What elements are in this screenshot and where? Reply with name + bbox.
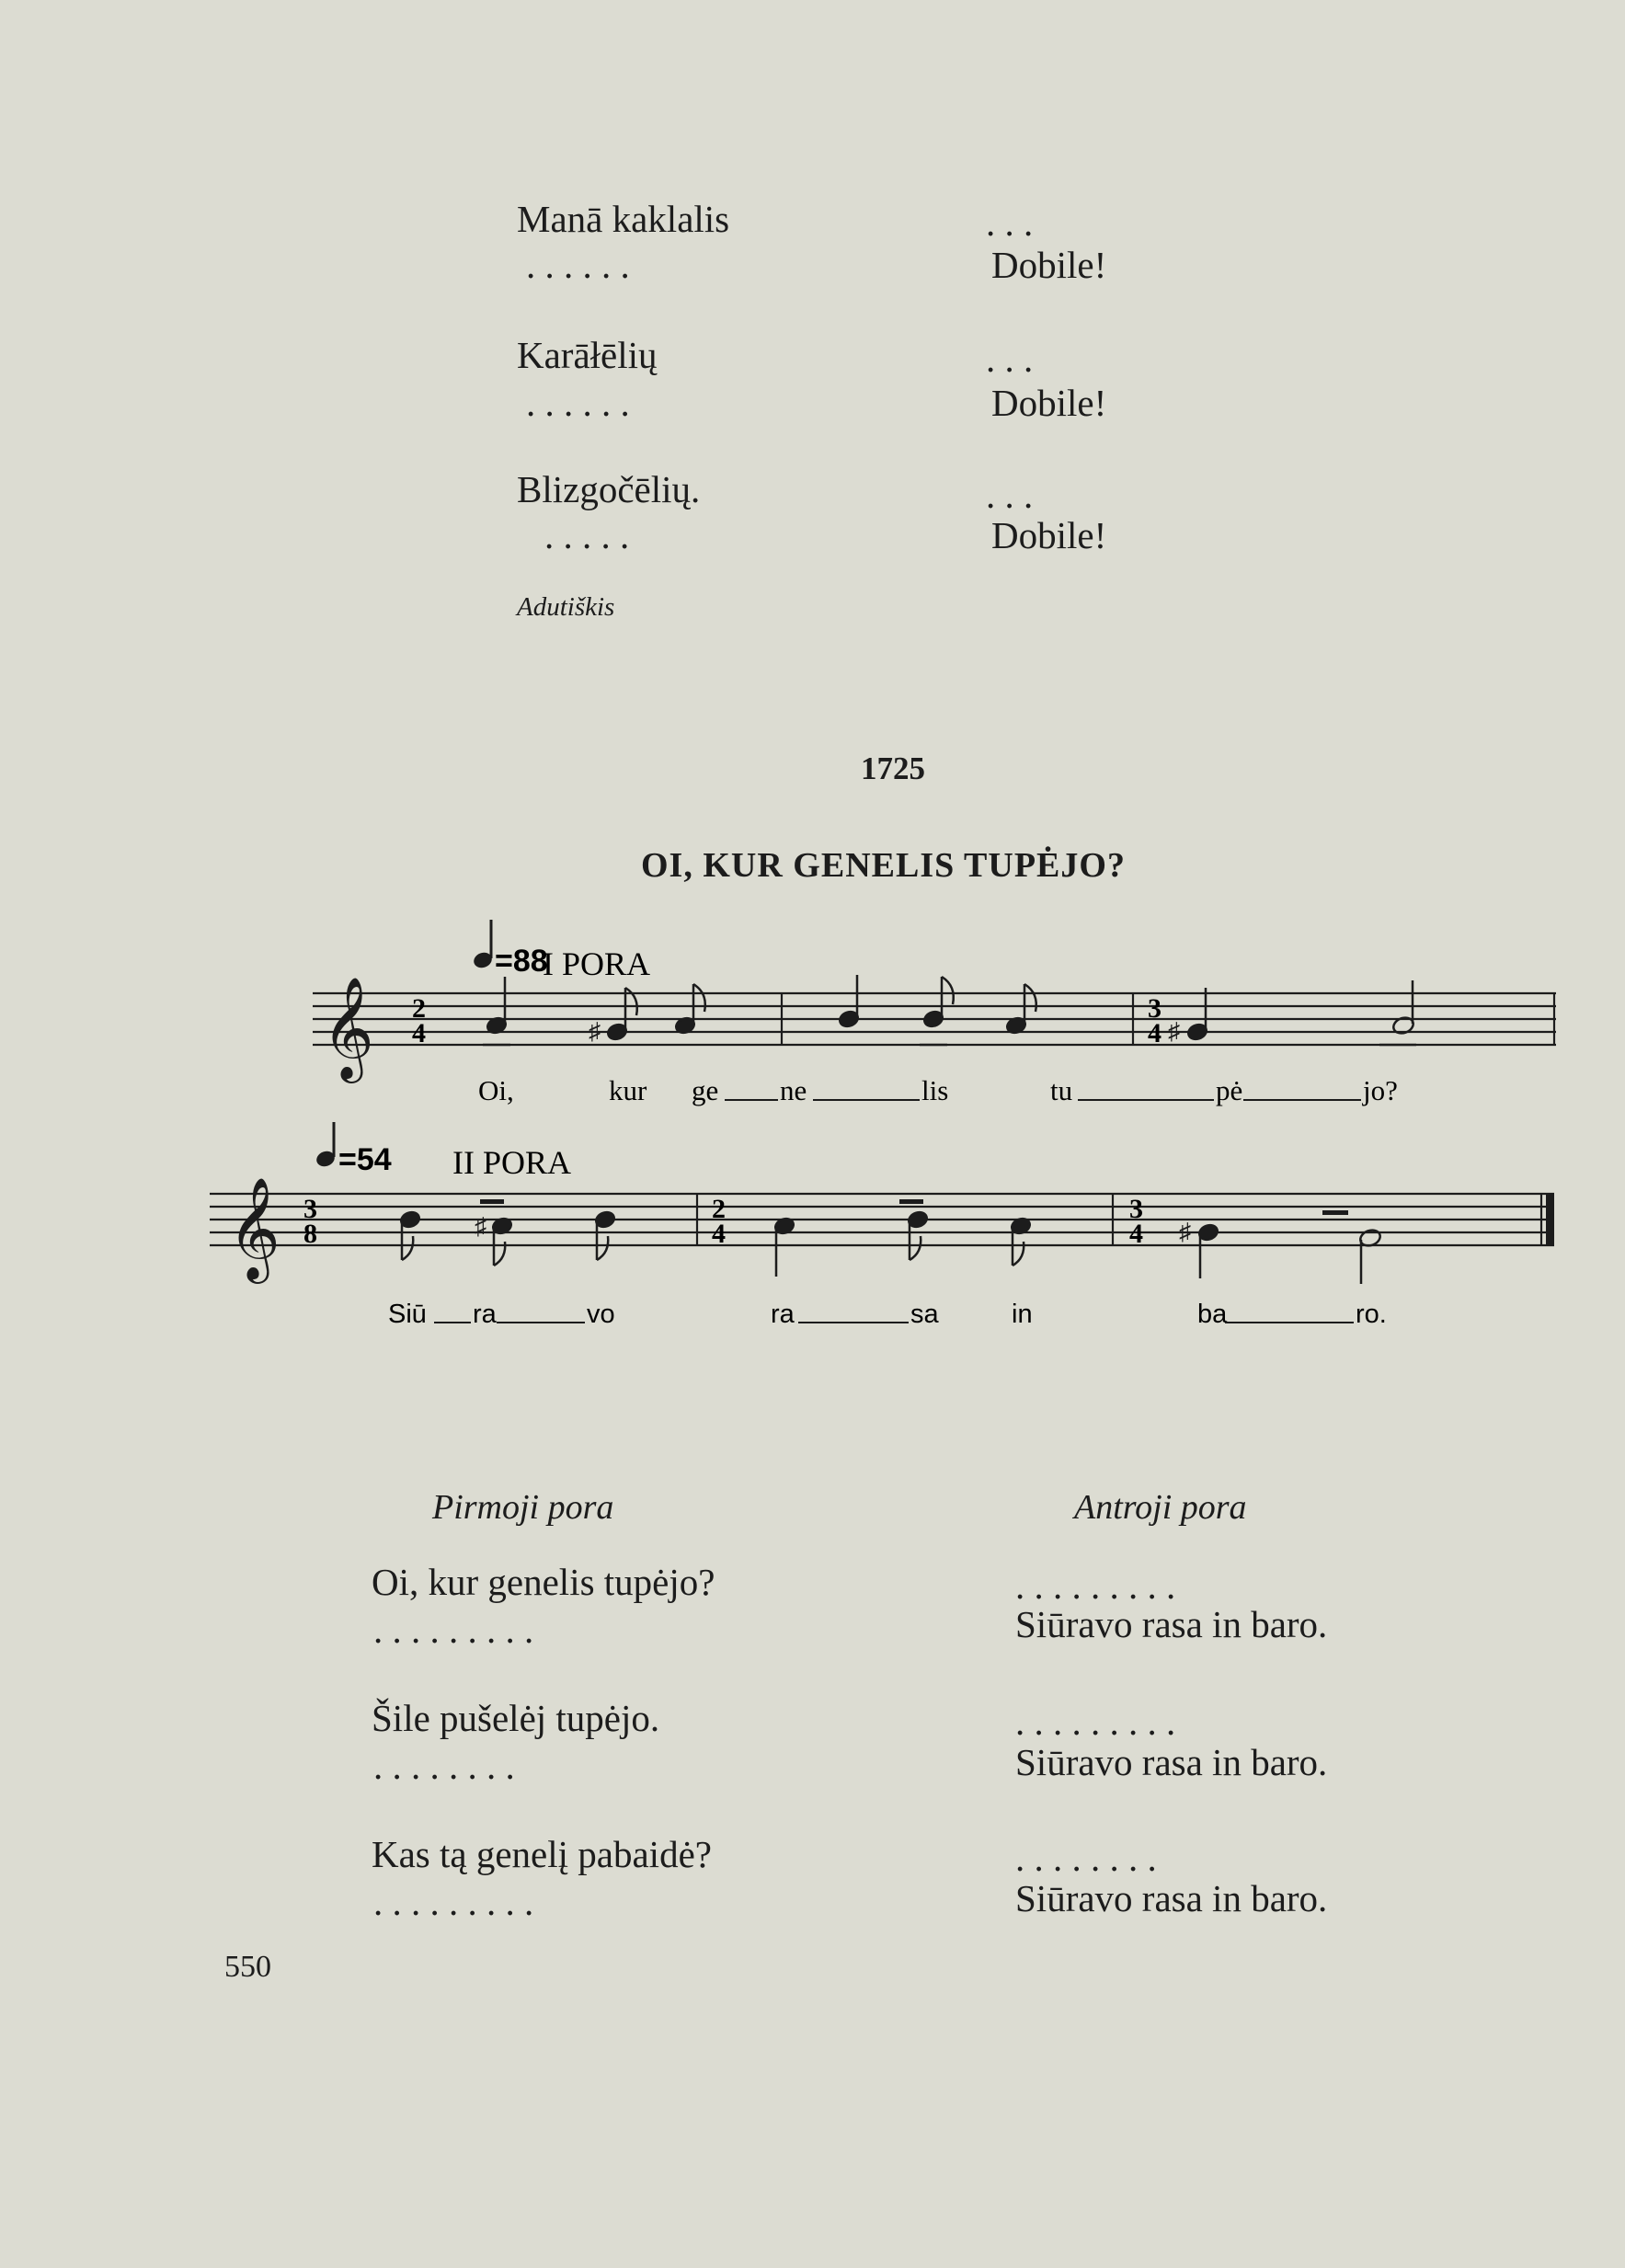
- music-staff-2: [210, 1122, 1571, 1352]
- column-heading-left: Pirmoji pora: [432, 1488, 614, 1527]
- quarter-note-tempo-icon: [315, 1122, 337, 1169]
- page-number: 550: [224, 1950, 271, 1984]
- svg-text:4: 4: [1129, 1219, 1143, 1249]
- time-sig-1: 3: [303, 1194, 317, 1224]
- stanza-3-line: Blizgočēlių.: [517, 468, 701, 510]
- syllable: ra: [771, 1300, 795, 1329]
- stanza-3-refrain: Dobile!: [991, 514, 1107, 556]
- treble-clef-icon: 𝄞: [228, 1176, 280, 1279]
- syllable: ro.: [1356, 1300, 1387, 1329]
- verse-refrain: Siūravo rasa in baro.: [1015, 1741, 1328, 1783]
- stanza-3-right-dots: . . .: [986, 474, 1034, 516]
- verse-refrain: Siūravo rasa in baro.: [1015, 1603, 1328, 1645]
- section-label-1: I PORA: [543, 945, 651, 982]
- verse-dots: . . . . . . . .: [373, 1745, 515, 1787]
- music-staff-1: [313, 920, 1573, 1122]
- svg-text:4: 4: [412, 1018, 426, 1048]
- quarter-note-tempo-icon: [472, 920, 494, 970]
- time-sig-2: 3: [1148, 993, 1162, 1024]
- syllable: Siū: [388, 1300, 427, 1329]
- stanza-1-dots: . . . . . .: [526, 244, 630, 286]
- syllable: in: [1012, 1300, 1033, 1329]
- syllable: ba: [1197, 1300, 1228, 1329]
- time-sig-1: 2: [412, 993, 426, 1024]
- syllable: tu: [1050, 1074, 1073, 1106]
- verse-line: Šile pušelėj tupėjo.: [372, 1697, 660, 1739]
- stanza-2-refrain: Dobile!: [991, 382, 1107, 424]
- stanza-2-line: Karāłēlių: [517, 334, 658, 376]
- stanza-1-refrain: Dobile!: [991, 244, 1107, 286]
- stanza-1-right-dots: . . .: [986, 201, 1034, 244]
- verse-dots: . . . . . . . . .: [373, 1881, 534, 1923]
- song-number: 1725: [861, 750, 925, 786]
- verse-dots: . . . . . . . .: [1015, 1837, 1157, 1879]
- svg-text:4: 4: [712, 1219, 726, 1249]
- column-heading-right: Antroji pora: [1074, 1488, 1247, 1527]
- syllable: vo: [587, 1300, 615, 1329]
- verse-dots: . . . . . . . . .: [373, 1609, 534, 1651]
- time-sig-3: 3: [1129, 1194, 1143, 1224]
- stanza-2-right-dots: . . .: [986, 338, 1034, 380]
- tempo-mark-1: =88: [495, 944, 548, 979]
- stanza-3-dots: . . . . .: [544, 514, 630, 556]
- syllable: pė: [1216, 1074, 1243, 1106]
- syllable: lis: [921, 1074, 949, 1106]
- svg-text:4: 4: [1148, 1018, 1162, 1048]
- time-sig-2: 2: [712, 1194, 726, 1224]
- verse-line: Oi, kur genelis tupėjo?: [372, 1561, 715, 1603]
- tempo-mark-2: =54: [338, 1142, 392, 1177]
- svg-text:♯: ♯: [589, 1018, 601, 1045]
- section-label-2: II PORA: [452, 1144, 572, 1181]
- svg-text:♯: ♯: [1179, 1219, 1191, 1245]
- verse-line: Kas tą genelį pabaidė?: [372, 1833, 712, 1875]
- stanza-2-dots: . . . . . .: [526, 382, 630, 424]
- svg-text:♯: ♯: [1168, 1018, 1180, 1045]
- verse-dots: . . . . . . . . .: [1015, 1564, 1176, 1607]
- treble-clef-icon: 𝄞: [322, 976, 374, 1079]
- verse-refrain: Siūravo rasa in baro.: [1015, 1877, 1328, 1919]
- place-name: Adutiškis: [517, 592, 615, 622]
- stanza-1-line: Manā kaklalis: [517, 198, 730, 240]
- syllable: ne: [780, 1074, 807, 1106]
- syllable: kur: [609, 1074, 647, 1106]
- syllable: sa: [910, 1300, 939, 1329]
- verse-dots: . . . . . . . . .: [1015, 1701, 1176, 1743]
- syllable: jo?: [1363, 1074, 1398, 1106]
- svg-text:8: 8: [303, 1219, 317, 1249]
- song-title: OI, KUR GENELIS TUPĖJO?: [641, 846, 1126, 885]
- syllable: ra: [473, 1300, 497, 1329]
- svg-text:♯: ♯: [475, 1213, 486, 1240]
- syllable: Oi,: [478, 1074, 514, 1106]
- syllable: ge: [692, 1074, 719, 1106]
